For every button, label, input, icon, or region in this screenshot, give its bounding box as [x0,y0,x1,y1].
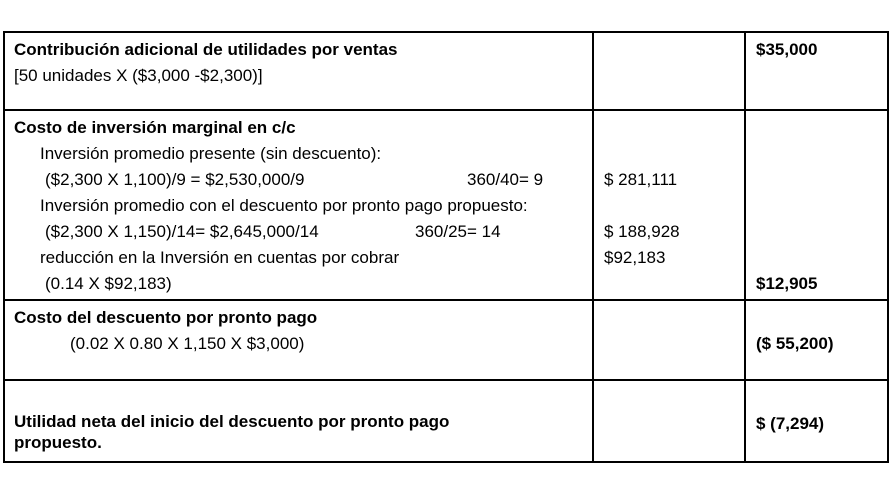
sales-contribution-detail: [50 unidades X ($3,000 -$2,300)] [14,66,263,85]
discount-cost-detail: (0.02 X 0.80 X 1,150 X $3,000) [70,334,305,353]
present-investment-label: Inversión promedio presente (sin descuento): [40,144,382,163]
discount-analysis-table [3,31,889,463]
net-profit-heading-line1: Utilidad neta del inicio del descuento por pronto pago [14,412,450,431]
table-row-discount-cost [4,300,888,380]
present-investment-calc: ($2,300 X 1,100)/9 = $2,530,000/9 [45,170,305,189]
marginal-investment-total: $12,905 [756,274,818,293]
proposed-investment-amount: $ 188,928 [604,222,680,241]
description-cell [4,32,593,110]
amount-cell [593,32,745,110]
total-cell [745,32,888,110]
description-cell [4,380,593,462]
sales-contribution-heading: Contribución adicional de utilidades por ventas [14,40,398,59]
reduction-label: reducción en la Inversión en cuentas por cobrar [40,248,400,267]
total-cell [745,110,888,300]
present-investment-row [5,167,592,193]
discount-cost-heading: Costo del descuento por pronto pago [14,308,318,327]
table-row-net-profit [4,380,888,462]
description-cell [4,110,593,300]
amount-cell [593,300,745,380]
marginal-investment-heading: Costo de inversión marginal en c/c [14,118,296,137]
description-cell [4,300,593,380]
total-cell [745,380,888,462]
total-cell [745,300,888,380]
net-profit-total: $ (7,294) [756,414,825,433]
cost-calc: (0.14 X $92,183) [45,274,172,293]
amount-cell [593,380,745,462]
net-profit-heading-line2: propuesto. [14,433,102,452]
proposed-turnover-ratio: 360/25= 14 [415,222,501,241]
table-row-sales-contribution [4,32,888,110]
present-turnover-ratio: 360/40= 9 [467,170,544,189]
proposed-investment-label: Inversión promedio con el descuento por pronto pago propuesto: [40,196,528,215]
discount-cost-total: ($ 55,200) [756,334,834,353]
table-row-marginal-investment [4,110,888,300]
proposed-investment-calc: ($2,300 X 1,150)/14= $2,645,000/14 [45,222,319,241]
present-investment-amount: $ 281,111 [604,170,678,189]
proposed-investment-row [5,219,592,245]
sales-contribution-total: $35,000 [756,40,818,59]
reduction-amount: $92,183 [604,248,666,267]
amount-cell [593,110,745,300]
